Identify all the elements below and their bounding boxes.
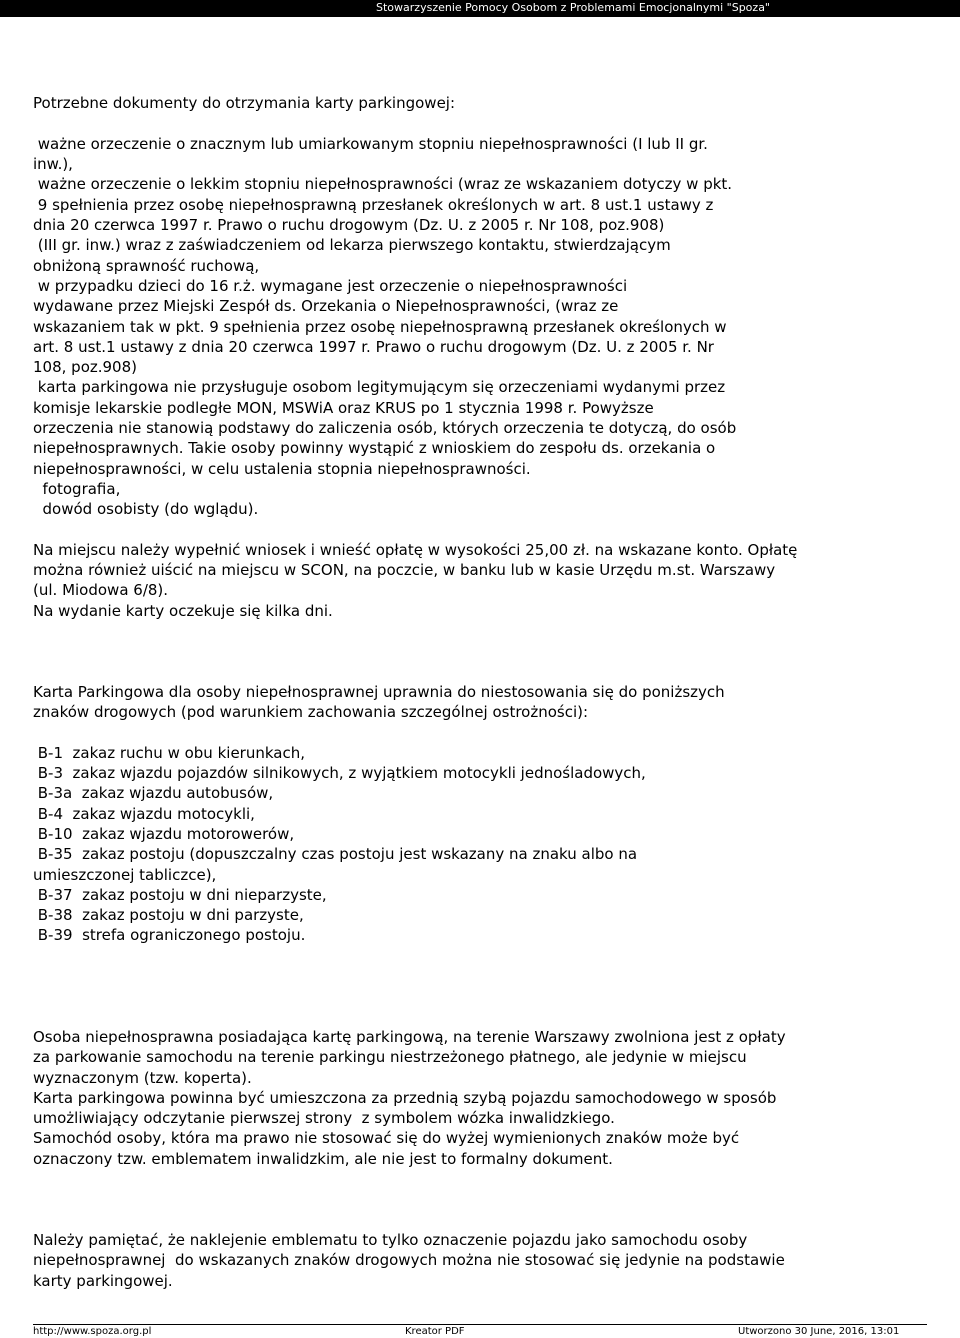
text-line: Osoba niepełnosprawna posiadająca kartę parkingową, na terenie Warszawy zwolniona jest z opłaty xyxy=(33,1027,786,1046)
text-line xyxy=(33,1210,933,1230)
text-line: niepełnosprawnych. Takie osoby powinny wystąpić z wnioskiem do zespołu ds. orzekania o xyxy=(33,439,716,458)
section-gap xyxy=(33,621,933,662)
text-line xyxy=(33,662,933,682)
text-line: obniżoną sprawność ruchową, xyxy=(33,256,260,275)
text-line: można również uiścić na miejscu w SCON, na poczcie, w banku lub w kasie Urzędu m.st. Warszawy xyxy=(33,561,776,580)
text-line: inw.), xyxy=(33,155,73,174)
section-1 xyxy=(33,73,933,621)
text-line: ważne orzeczenie o znacznym lub umiarkowanym stopniu niepełnosprawności (I lub II gr. xyxy=(33,134,708,153)
section-gap xyxy=(33,1169,933,1210)
text-line: karta parkingowa nie przysługuje osobom legitymującym się orzeczeniami wydanymi przez xyxy=(33,378,726,397)
text-line: Na wydanie karty oczekuje się kilka dni. xyxy=(33,601,333,620)
text-line: wydawane przez Miejski Zespół ds. Orzekania o Niepełnosprawności, (wraz ze xyxy=(33,297,619,316)
section-3 xyxy=(33,1007,933,1169)
text-line: Samochód osoby, która ma prawo nie stosować się do wyżej wymienionych znaków może być xyxy=(33,1129,740,1148)
text-line: (III gr. inw.) wraz z zaświadczeniem od lekarza pierwszego kontaktu, stwierdzającym xyxy=(33,236,671,255)
header-bar xyxy=(0,0,960,17)
section-2 xyxy=(33,662,933,966)
text-line: niepełnosprawności, w celu ustalenia stopnia niepełnosprawności. xyxy=(33,459,531,478)
text-line: dowód osobisty (do wglądu). xyxy=(33,500,259,519)
text-line: oznaczony tzw. emblematem inwalidzkim, ale nie jest to formalny dokument. xyxy=(33,1149,613,1168)
footer-divider xyxy=(33,1324,927,1325)
text-line: znaków drogowych (pod warunkiem zachowania szczególnej ostrożności): xyxy=(33,703,589,722)
text-line: 9 spełnienia przez osobę niepełnosprawną przesłanek określonych w art. 8 ust.1 ustawy z xyxy=(33,195,714,214)
text-line: fotografia, xyxy=(33,479,121,498)
text-line: B-3 zakaz wjazdu pojazdów silnikowych, z wyjątkiem motocykli jednośladowych, xyxy=(33,764,646,783)
text-line: B-4 zakaz wjazdu motocykli, xyxy=(33,804,255,823)
text-line: za parkowanie samochodu na terenie parkingu niestrzeżonego płatnego, ale jedynie w miejscu xyxy=(33,1048,747,1067)
text-line: B-37 zakaz postoju w dni nieparzyste, xyxy=(33,885,327,904)
text-line: Na miejscu należy wypełnić wniosek i wnieść opłatę w wysokości 25,00 zł. na wskazane konto. Opłatę xyxy=(33,540,798,559)
text-line: karty parkingowej. xyxy=(33,1271,173,1290)
text-line: w przypadku dzieci do 16 r.ż. wymagane jest orzeczenie o niepełnosprawności xyxy=(33,276,628,295)
text-line: ważne orzeczenie o lekkim stopniu niepełnosprawności (wraz ze wskazaniem dotyczy w pkt. xyxy=(33,175,733,194)
text-line: B-1 zakaz ruchu w obu kierunkach, xyxy=(33,743,305,762)
text-line: Potrzebne dokumenty do otrzymania karty parkingowej: xyxy=(33,94,456,113)
text-line: 108, poz.908) xyxy=(33,358,137,377)
text-line: umieszczonej tabliczce), xyxy=(33,865,217,884)
text-line: wskazaniem tak w pkt. 9 spełnienia przez osobę niepełnosprawną przesłanek określonych w xyxy=(33,317,727,336)
text-line: umożliwiający odczytanie pierwszej strony z symbolem wózka inwalidzkiego. xyxy=(33,1109,615,1128)
section-gap xyxy=(33,966,933,1007)
text-line xyxy=(33,723,933,743)
text-line: B-3a zakaz wjazdu autobusów, xyxy=(33,784,274,803)
text-line: B-38 zakaz postoju w dni parzyste, xyxy=(33,906,304,925)
footer-url: http://www.spoza.org.pl xyxy=(33,1326,152,1337)
text-line: orzeczenia nie stanowią podstawy do zaliczenia osób, których orzeczenia te dotyczą, do osób xyxy=(33,419,737,438)
footer-created: Utworzono 30 June, 2016, 13:01 xyxy=(738,1326,900,1337)
text-line: art. 8 ust.1 ustawy z dnia 20 czerwca 1997 r. Prawo o ruchu drogowym (Dz. U. z 2005 r. Nr xyxy=(33,337,714,356)
text-line: B-10 zakaz wjazdu motorowerów, xyxy=(33,824,295,843)
text-line: wyznaczonym (tzw. koperta). xyxy=(33,1068,252,1087)
text-line: niepełnosprawnej do wskazanych znaków drogowych można nie stosować się jedynie na podstawie xyxy=(33,1251,785,1270)
document-body xyxy=(33,73,933,1291)
text-line: (ul. Miodowa 6/8). xyxy=(33,581,169,600)
text-line: komisje lekarskie podległe MON, MSWiA oraz KRUS po 1 stycznia 1998 r. Powyższe xyxy=(33,398,654,417)
section-4 xyxy=(33,1210,933,1291)
text-line xyxy=(33,520,933,540)
text-line: Karta Parkingowa dla osoby niepełnosprawnej uprawnia do niestosowania się do poniższych xyxy=(33,682,725,701)
text-line xyxy=(33,946,933,966)
footer-generator: Kreator PDF xyxy=(405,1326,465,1337)
text-line: Karta parkingowa powinna być umieszczona za przednią szybą pojazdu samochodowego w sposób xyxy=(33,1088,777,1107)
organization-title: Stowarzyszenie Pomocy Osobom z Problemami Emocjonalnymi "Spoza" xyxy=(376,1,770,14)
text-line: B-39 strefa ograniczonego postoju. xyxy=(33,926,306,945)
text-line: B-35 zakaz postoju (dopuszczalny czas postoju jest wskazany na znaku albo na xyxy=(33,845,638,864)
text-line: Należy pamiętać, że naklejenie emblematu to tylko oznaczenie pojazdu jako samochodu osoby xyxy=(33,1230,748,1249)
text-line: dnia 20 czerwca 1997 r. Prawo o ruchu drogowym (Dz. U. z 2005 r. Nr 108, poz.908) xyxy=(33,216,665,235)
text-line xyxy=(33,73,933,93)
text-line xyxy=(33,114,933,134)
footer xyxy=(0,1324,960,1338)
text-line xyxy=(33,1007,933,1027)
